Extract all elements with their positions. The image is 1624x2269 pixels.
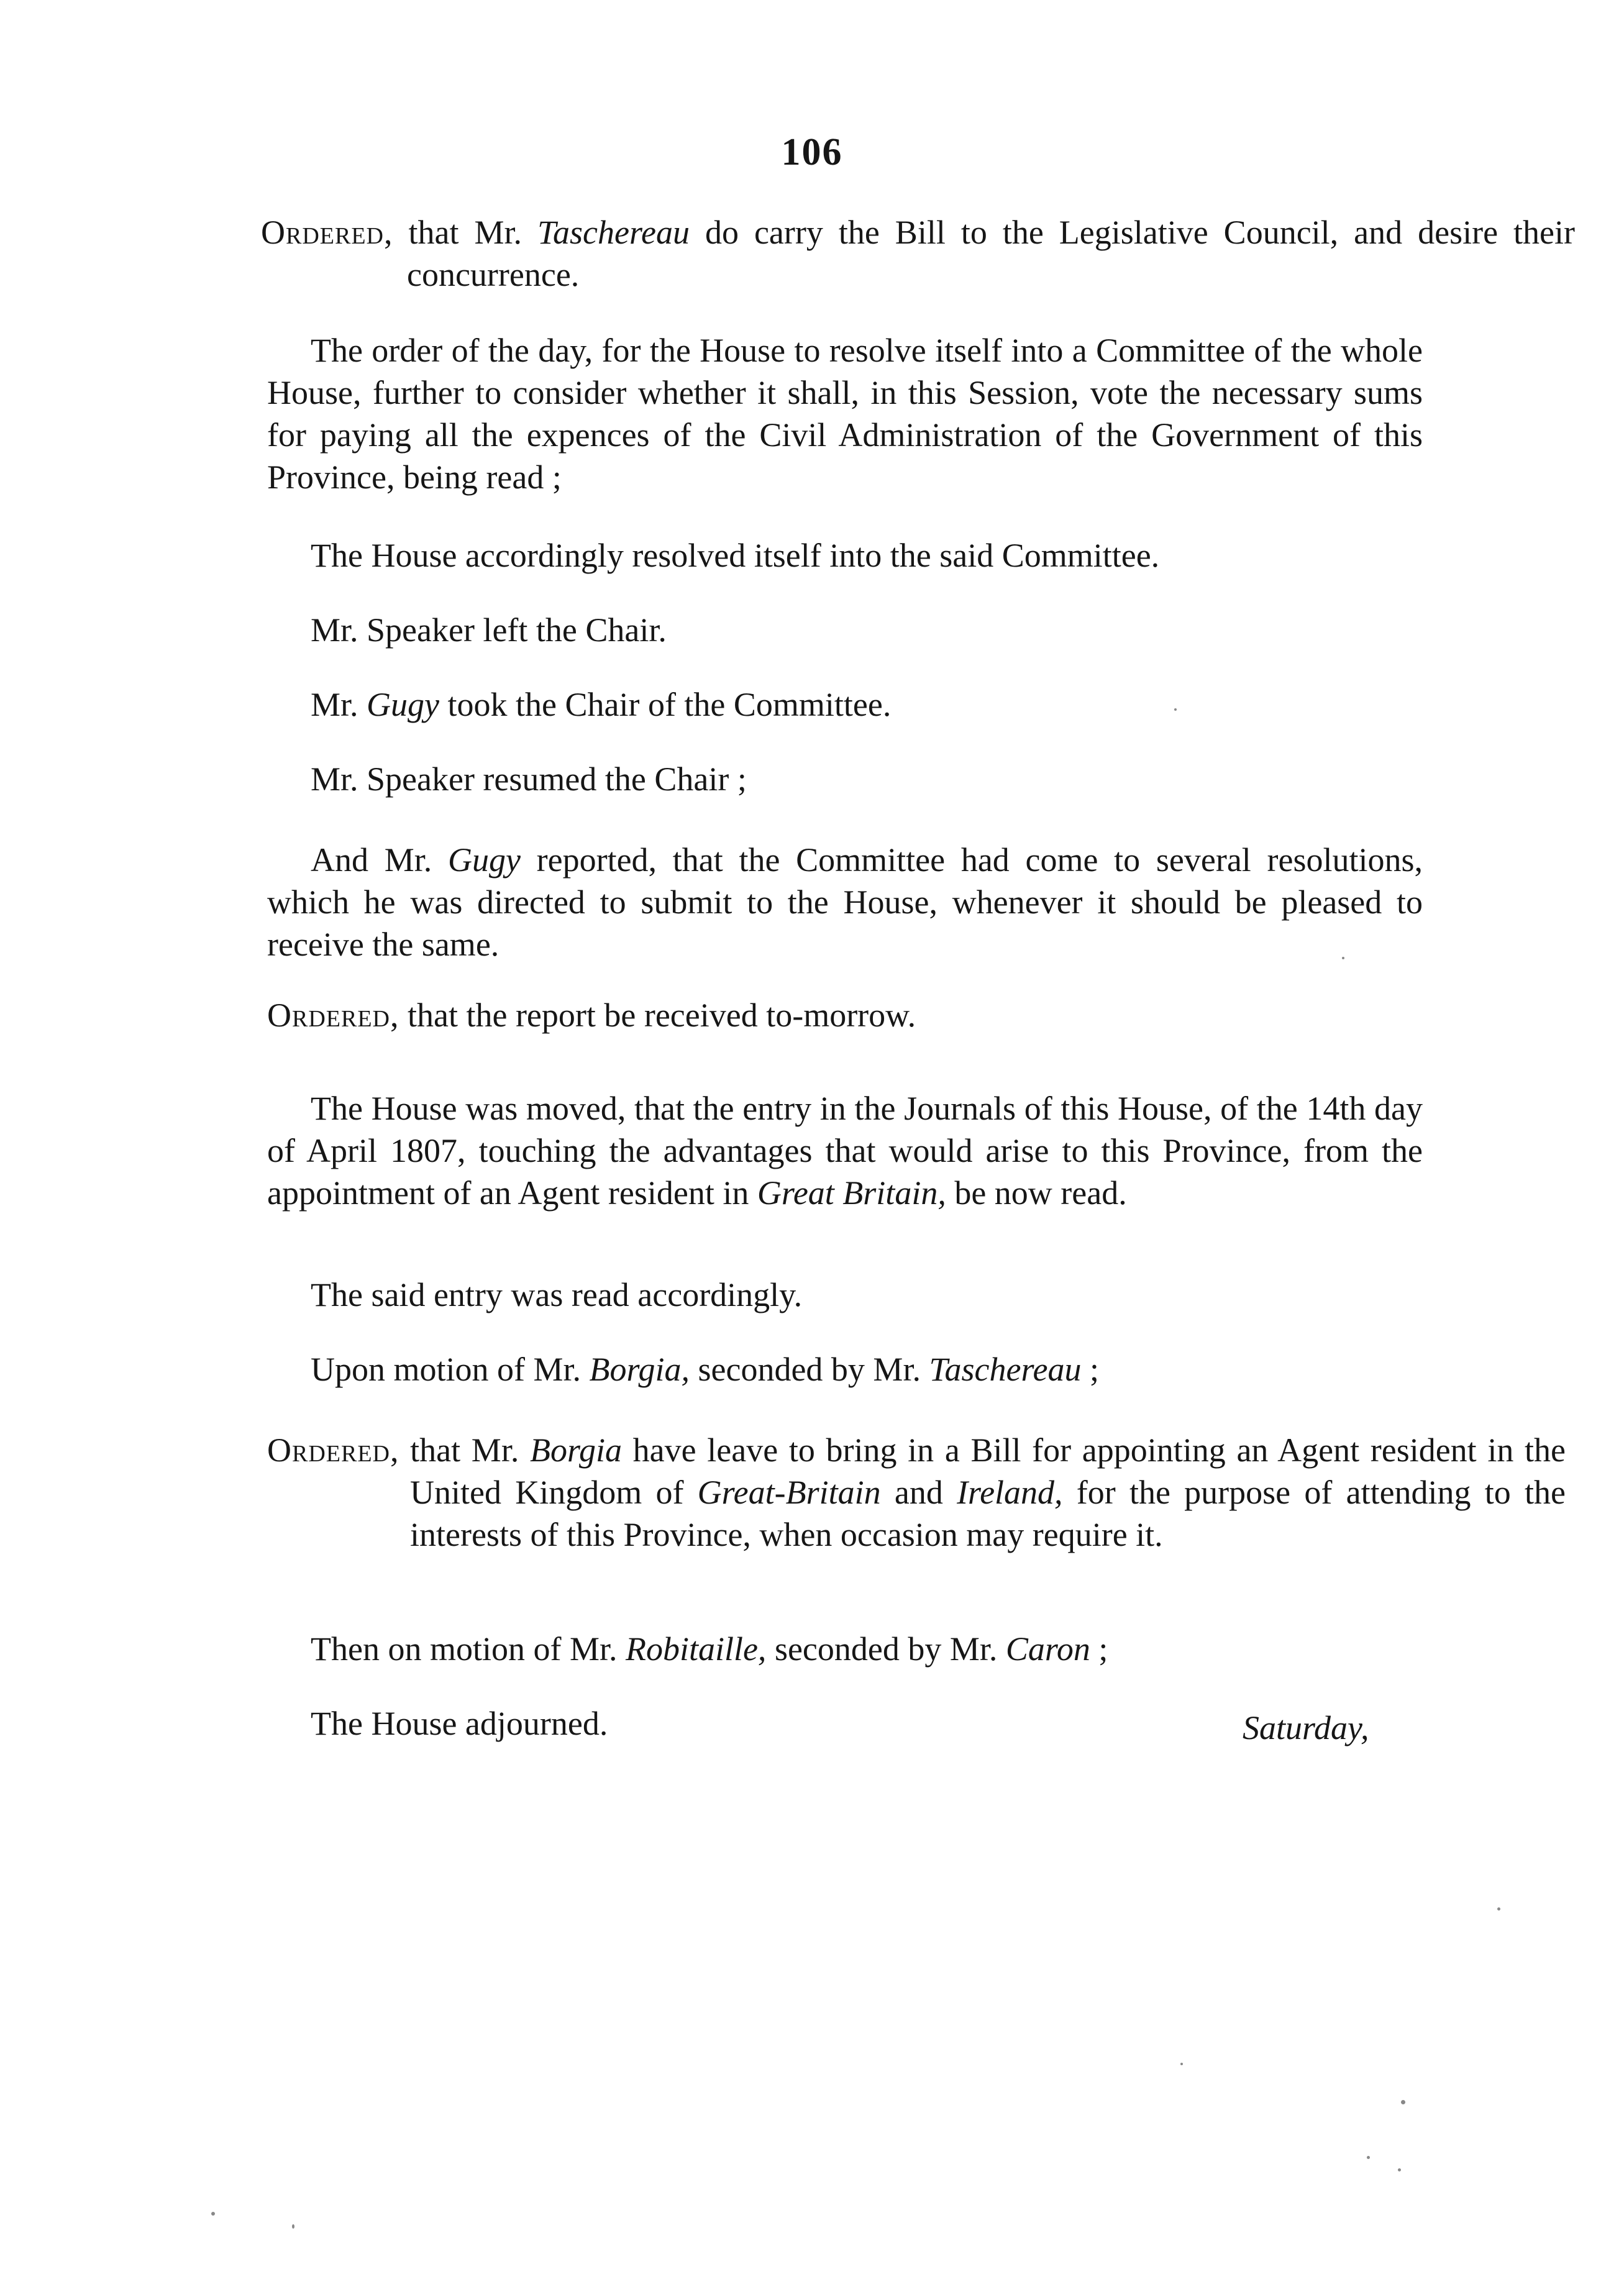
- text: took the Chair of the Committee.: [439, 686, 892, 723]
- text: Upon motion of Mr.: [311, 1351, 590, 1388]
- scan-speck: [1398, 2168, 1401, 2171]
- scan-speck: [1174, 708, 1177, 711]
- member-name: Caron: [1005, 1630, 1090, 1668]
- text: seconded by Mr.: [690, 1351, 929, 1388]
- text: have leave to bring in a Bill for appointing an Agent resident in the United Kingdom of: [410, 1431, 1566, 1511]
- scan-speck: [1497, 1907, 1500, 1911]
- scan-speck: [1342, 957, 1344, 959]
- house-moved: [267, 1087, 1423, 1214]
- member-name: Taschereau: [537, 214, 690, 251]
- place-name: Great Britain,: [757, 1174, 946, 1212]
- text: The House was moved, that the entry in the Journals of this House, of the 14th day of April 1807, touching the advantages that would arise to this Province, from the appointment of an Agent resident in: [267, 1090, 1423, 1212]
- place-name: Great-Britain: [697, 1474, 881, 1511]
- text: seconded by Mr.: [766, 1630, 1006, 1668]
- order-of-the-day: The order of the day, for the House to resolve itself into a Committee of the whole House, further to consider whether it shall, in this Session, vote the necessary sums for paying all the expences of the Civil Administration of the Government of this Province, being read ;: [267, 332, 1423, 496]
- ordered-label: Ordered,: [267, 997, 399, 1034]
- page-number: 106: [781, 131, 843, 173]
- text: Mr.: [311, 686, 367, 723]
- order-report: [267, 994, 1423, 1036]
- scan-speck: [1180, 2063, 1183, 2065]
- order-borgia-bill: [267, 1429, 1566, 1556]
- motion-borgia: [267, 1348, 1423, 1390]
- member-name: Gugy: [367, 686, 439, 723]
- text: ;: [1081, 1351, 1099, 1388]
- text: be now read.: [946, 1174, 1127, 1212]
- place-name: Ireland,: [957, 1474, 1063, 1511]
- text: that Mr.: [399, 1431, 530, 1469]
- order-text: that Mr.: [393, 214, 537, 251]
- entry-read: The said entry was read accordingly.: [311, 1276, 803, 1313]
- speaker-left: Mr. Speaker left the Chair.: [311, 611, 667, 649]
- text: And Mr.: [311, 841, 448, 879]
- text: reported, that the Committee had come to several resolutions, which he was directed to submit to the House, whenever it should be pleased to receive the same.: [267, 841, 1423, 963]
- member-name: Taschereau: [929, 1351, 1082, 1388]
- gugy-reported: [267, 839, 1423, 966]
- text: and: [880, 1474, 957, 1511]
- house-adjourned: The House adjourned.: [311, 1705, 608, 1742]
- ordered-label: Ordered,: [261, 214, 393, 251]
- speaker-resumed: Mr. Speaker resumed the Chair ;: [311, 760, 747, 798]
- text: that the report be received to-morrow.: [399, 997, 916, 1034]
- scan-speck: [1367, 2156, 1370, 2159]
- member-name: Gugy: [447, 841, 521, 879]
- order-carry-bill: [261, 211, 1575, 296]
- house-resolved: The House accordingly resolved itself into the said Committee.: [311, 537, 1160, 574]
- catchword: Saturday,: [1243, 1709, 1369, 1746]
- ordered-label: Ordered,: [267, 1431, 399, 1469]
- member-name: Borgia: [530, 1431, 622, 1469]
- order-text: do carry the Bill to the Legislative Council, and desire their concurrence.: [407, 214, 1575, 293]
- motion-robitaille: [267, 1628, 1423, 1670]
- text: ;: [1090, 1630, 1108, 1668]
- scan-speck: [1401, 2100, 1405, 2104]
- gugy-took-chair: [267, 683, 1423, 726]
- scan-speck: [292, 2224, 294, 2229]
- member-name: Borgia,: [589, 1351, 690, 1388]
- member-name: Robitaille,: [625, 1630, 767, 1668]
- text: Then on motion of Mr.: [311, 1630, 626, 1668]
- text: for the purpose of attending to the interests of this Province, when occasion may require it.: [410, 1474, 1566, 1553]
- scan-speck: [211, 2212, 215, 2216]
